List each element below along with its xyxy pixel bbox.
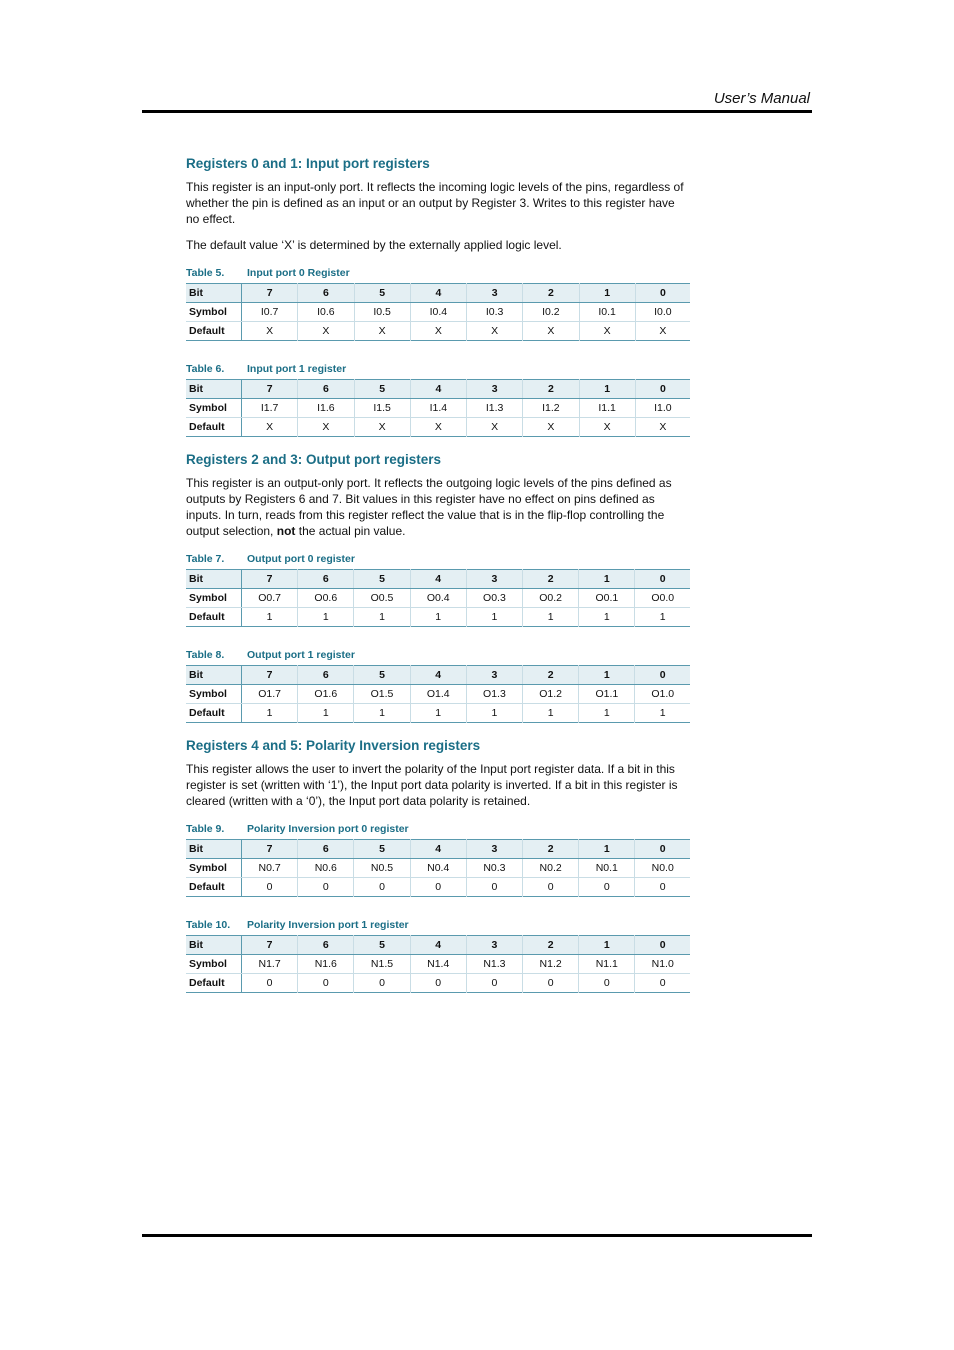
cell: X [354,322,410,341]
row-label: Symbol [186,399,242,418]
cell: N1.2 [523,955,579,974]
cell: X [242,322,298,341]
cell: 0 [298,878,354,897]
row-label: Symbol [186,303,242,322]
default-row [186,322,690,341]
cell: 5 [354,380,410,399]
header-title: User’s Manual [713,90,810,107]
row-label: Default [186,704,242,723]
cell: 0 [410,878,466,897]
cell: 1 [242,608,298,627]
cell: 1 [579,666,635,685]
cell: 0 [466,878,522,897]
cell: N1.7 [242,955,298,974]
table-title: Input port 1 register [247,363,347,375]
cell: N0.7 [242,859,298,878]
table-title: Output port 0 register [247,553,355,565]
bit-row [186,840,690,859]
cell: 7 [242,284,298,303]
cell: I1.3 [467,399,523,418]
cell: I0.0 [635,303,690,322]
row-label: Default [186,418,242,437]
cell: 0 [635,284,690,303]
cell: I1.5 [354,399,410,418]
cell: 5 [354,570,410,589]
table-polarity-port-0 [186,823,690,897]
cell: 0 [635,840,690,859]
cell: O0.2 [523,589,579,608]
table-title: Input port 0 Register [247,267,350,279]
table-number: Table 9. [186,823,225,835]
cell: 1 [579,840,635,859]
cell: I0.5 [354,303,410,322]
cell: 0 [635,666,690,685]
cell: 0 [635,380,690,399]
cell: 1 [410,704,466,723]
cell: X [242,418,298,437]
row-label: Symbol [186,589,242,608]
cell: I0.6 [298,303,354,322]
section-heading: Registers 4 and 5: Polarity Inversion registers [186,738,481,753]
cell: X [523,418,579,437]
cell: 4 [410,666,466,685]
bit-row [186,570,690,589]
cell: 7 [242,936,298,955]
cell: N1.0 [635,955,690,974]
paragraph: The default value ‘X’ is determined by the externally applied logic level. [186,238,562,252]
cell: 6 [298,666,354,685]
cell: 2 [523,380,579,399]
cell: 3 [467,380,523,399]
row-label: Default [186,608,242,627]
register-table [186,935,690,993]
cell: O1.4 [410,685,466,704]
cell: N0.4 [410,859,466,878]
cell: N1.3 [466,955,522,974]
cell: 0 [298,974,354,993]
cell: X [635,322,690,341]
cell: 2 [523,840,579,859]
cell: I0.7 [242,303,298,322]
register-table [186,569,690,627]
cell: 3 [466,570,522,589]
cell: O1.3 [466,685,522,704]
cell: O1.7 [242,685,298,704]
default-row [186,878,690,897]
footer-rule [142,1234,812,1237]
symbol-row [186,399,690,418]
cell: 1 [579,608,635,627]
cell: X [467,418,523,437]
cell: 1 [579,570,635,589]
register-table [186,665,690,723]
cell: O0.7 [242,589,298,608]
cell: N0.5 [354,859,410,878]
cell: 1 [523,704,579,723]
table-caption [186,553,690,566]
cell: 1 [579,704,635,723]
row-label: Bit [186,840,242,859]
cell: N1.6 [298,955,354,974]
cell: X [410,322,466,341]
cell: I1.4 [410,399,466,418]
cell: 1 [635,704,690,723]
cell: 1 [579,284,635,303]
table-polarity-port-1 [186,919,690,993]
cell: I0.1 [579,303,635,322]
cell: 1 [298,608,354,627]
cell: O1.5 [354,685,410,704]
cell: 5 [354,840,410,859]
header-rule [142,110,812,113]
cell: I0.2 [523,303,579,322]
cell: O1.6 [298,685,354,704]
cell: I1.2 [523,399,579,418]
paragraph: This register allows the user to invert the polarity of the Input port register data. If a bit in this register is set (written with ‘1’), the Input port data polarity is inverted. If a bit in this register is cleared (written with a ‘0’), the Input port data polarity is retained. [186,762,678,808]
cell: 5 [354,936,410,955]
cell: 2 [523,936,579,955]
cell: 6 [298,380,354,399]
symbol-row [186,859,690,878]
default-row [186,418,690,437]
cell: I0.3 [467,303,523,322]
row-label: Default [186,974,242,993]
paragraph-text: This register is an output-only port. It reflects the outgoing logic levels of the pins defined as outputs by Registers 6 and 7. Bit values in this register have no effect on pins defined as inputs. In turn, reads from this register reflect the value that is in the flip-flop controlling the output selection, [186,476,672,538]
cell: 0 [242,974,298,993]
cell: N0.3 [466,859,522,878]
cell: 0 [354,974,410,993]
row-label: Bit [186,570,242,589]
bit-row [186,666,690,685]
cell: 0 [523,974,579,993]
cell: X [635,418,690,437]
table-caption [186,919,690,932]
cell: N0.6 [298,859,354,878]
cell: 1 [466,704,522,723]
cell: N0.2 [523,859,579,878]
cell: 3 [467,284,523,303]
section-heading: Registers 2 and 3: Output port registers [186,452,442,467]
cell: 1 [466,608,522,627]
cell: 6 [298,570,354,589]
cell: 0 [635,974,690,993]
cell: 3 [466,936,522,955]
cell: O0.3 [466,589,522,608]
default-row [186,704,690,723]
cell: 0 [466,974,522,993]
cell: N1.5 [354,955,410,974]
cell: O0.1 [579,589,635,608]
cell: X [354,418,410,437]
table-number: Table 7. [186,553,225,565]
cell: 2 [523,666,579,685]
paragraph-text: the actual pin value. [298,524,406,538]
cell: O0.6 [298,589,354,608]
cell: N0.0 [635,859,690,878]
bit-row [186,284,690,303]
table-title: Polarity Inversion port 1 register [247,919,409,931]
register-table [186,379,690,437]
table-caption [186,823,690,836]
cell: 0 [579,974,635,993]
cell: 6 [298,936,354,955]
section-polarity-inversion-registers [186,737,690,993]
table-number: Table 8. [186,649,225,661]
paragraph: This register is an input-only port. It reflects the incoming logic levels of the pins, regardless of whether the pin is defined as an input or an output by Register 3. Writes to this register have no effect. [186,180,684,226]
cell: 7 [242,840,298,859]
register-table [186,839,690,897]
row-label: Bit [186,380,242,399]
cell: 4 [410,936,466,955]
cell: I0.4 [410,303,466,322]
row-label: Symbol [186,685,242,704]
paragraph-emphasis: not [276,524,296,538]
cell: 1 [354,608,410,627]
cell: 0 [242,878,298,897]
cell: 1 [242,704,298,723]
cell: 6 [298,840,354,859]
page-content [186,155,690,1015]
row-label: Symbol [186,859,242,878]
table-number: Table 6. [186,363,225,375]
section-heading: Registers 0 and 1: Input port registers [186,156,430,171]
symbol-row [186,685,690,704]
default-row [186,974,690,993]
cell: O0.0 [635,589,690,608]
cell: X [579,322,635,341]
symbol-row [186,955,690,974]
cell: X [298,322,354,341]
cell: 7 [242,380,298,399]
cell: 0 [410,974,466,993]
row-label: Bit [186,284,242,303]
cell: 3 [466,666,522,685]
cell: 2 [523,284,579,303]
row-label: Symbol [186,955,242,974]
cell: I1.7 [242,399,298,418]
cell: 5 [354,284,410,303]
section-output-port-registers [186,451,690,723]
default-row [186,608,690,627]
cell: 6 [298,284,354,303]
cell: 1 [354,704,410,723]
row-label: Bit [186,666,242,685]
cell: O1.1 [579,685,635,704]
cell: 0 [523,878,579,897]
table-title: Polarity Inversion port 0 register [247,823,409,835]
cell: 1 [523,608,579,627]
cell: 4 [410,840,466,859]
table-input-port-1 [186,363,690,437]
cell: I1.1 [579,399,635,418]
table-output-port-1 [186,649,690,723]
cell: N1.4 [410,955,466,974]
table-output-port-0 [186,553,690,627]
bit-row [186,936,690,955]
cell: 0 [635,878,690,897]
cell: N0.1 [579,859,635,878]
row-label: Default [186,322,242,341]
cell: 4 [410,570,466,589]
cell: 1 [635,608,690,627]
cell: 1 [298,704,354,723]
table-caption [186,649,690,662]
table-caption [186,267,690,280]
cell: 7 [242,666,298,685]
cell: 1 [579,380,635,399]
row-label: Bit [186,936,242,955]
cell: 0 [579,878,635,897]
cell: 0 [635,570,690,589]
symbol-row [186,303,690,322]
row-label: Default [186,878,242,897]
section-input-port-registers [186,155,690,437]
table-number: Table 5. [186,267,225,279]
cell: 4 [410,380,466,399]
cell: N1.1 [579,955,635,974]
cell: 1 [410,608,466,627]
symbol-row [186,589,690,608]
table-number: Table 10. [186,919,231,931]
register-table [186,283,690,341]
table-caption [186,363,690,376]
cell: X [410,418,466,437]
cell: 0 [354,878,410,897]
table-title: Output port 1 register [247,649,355,661]
cell: O0.5 [354,589,410,608]
cell: O0.4 [410,589,466,608]
cell: I1.0 [635,399,690,418]
cell: 0 [635,936,690,955]
paragraph [186,475,690,539]
cell: 2 [523,570,579,589]
cell: X [298,418,354,437]
cell: 5 [354,666,410,685]
cell: X [523,322,579,341]
cell: I1.6 [298,399,354,418]
cell: O1.2 [523,685,579,704]
cell: O1.0 [635,685,690,704]
cell: X [467,322,523,341]
cell: 4 [410,284,466,303]
cell: 3 [466,840,522,859]
bit-row [186,380,690,399]
cell: 7 [242,570,298,589]
cell: X [579,418,635,437]
table-input-port-0 [186,267,690,341]
cell: 1 [579,936,635,955]
